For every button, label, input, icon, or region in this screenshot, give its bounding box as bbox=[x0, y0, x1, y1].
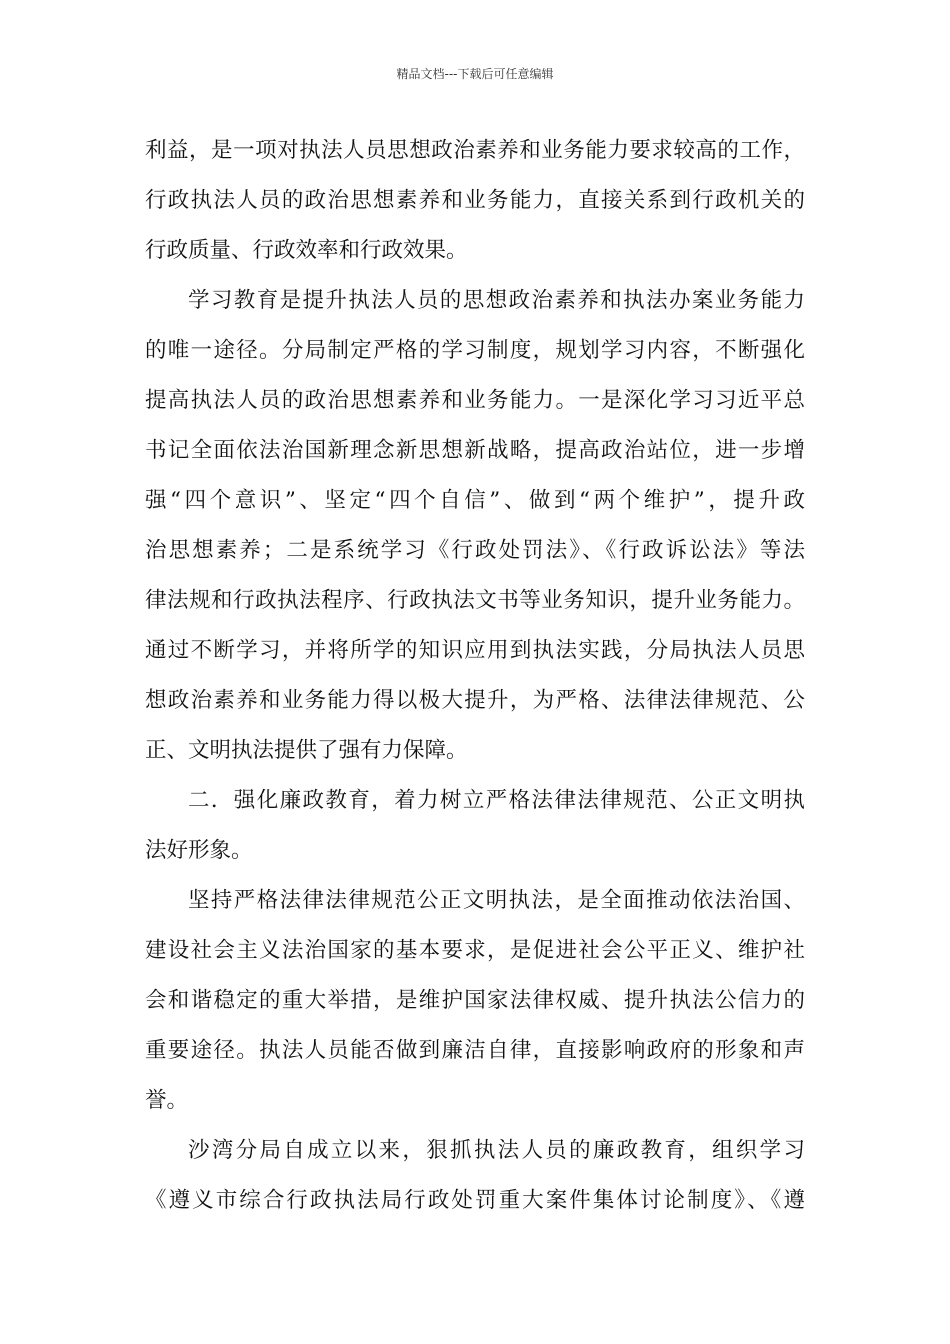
text-line: 《遵义市综合行政执法局行政处罚重大案件集体讨论制度》、《遵 bbox=[145, 1188, 805, 1213]
text-line: 书记全面依法治国新理念新思想新战略，提高政治站位，进一步增 bbox=[145, 438, 805, 463]
text-line: 治思想素养；二是系统学习《行政处罚法》、《行政诉讼法》等法 bbox=[145, 538, 805, 563]
text-line: 会和谐稳定的重大举措，是维护国家法律权威、提升执法公信力的 bbox=[145, 988, 805, 1013]
text-line: 誉。 bbox=[145, 1088, 189, 1113]
paragraph-first-line: 沙湾分局自成立以来，狠抓执法人员的廉政教育，组织学习 bbox=[188, 1138, 805, 1163]
text-line: 建设社会主义法治国家的基本要求，是促进社会公平正义、维护社 bbox=[145, 938, 805, 963]
text-line: 想政治素养和业务能力得以极大提升，为严格、法律法律规范、公 bbox=[145, 688, 805, 713]
text-line: 提高执法人员的政治思想素养和业务能力。一是深化学习习近平总 bbox=[145, 388, 805, 413]
text-line: 通过不断学习，并将所学的知识应用到执法实践，分局执法人员思 bbox=[145, 638, 805, 663]
paragraph-first-line: 坚持严格法律法律规范公正文明执法，是全面推动依法治国、 bbox=[188, 888, 805, 913]
text-line: 行政执法人员的政治思想素养和业务能力，直接关系到行政机关的 bbox=[145, 188, 805, 213]
text-line: 强“四个意识”、坚定“四个自信”、做到“两个维护”，提升政 bbox=[145, 488, 805, 513]
section-heading-continued: 法好形象。 bbox=[145, 838, 253, 863]
text-line: 律法规和行政执法程序、行政执法文书等业务知识，提升业务能力。 bbox=[145, 588, 805, 613]
page-header: 精品文档---下载后可任意编辑 bbox=[396, 67, 554, 81]
text-line: 的唯一途径。分局制定严格的学习制度，规划学习内容，不断强化 bbox=[145, 338, 805, 363]
paragraph-first-line: 学习教育是提升执法人员的思想政治素养和执法办案业务能力 bbox=[188, 288, 805, 313]
text-line: 重要途径。执法人员能否做到廉洁自律，直接影响政府的形象和声 bbox=[145, 1038, 805, 1063]
text-line: 正、文明执法提供了强有力保障。 bbox=[145, 738, 468, 763]
document-body bbox=[145, 126, 805, 1226]
text-line: 行政质量、行政效率和行政效果。 bbox=[145, 238, 468, 263]
section-heading: 二．强化廉政教育，着力树立严格法律法律规范、公正文明执 bbox=[188, 788, 805, 813]
text-line: 利益，是一项对执法人员思想政治素养和业务能力要求较高的工作， bbox=[145, 138, 805, 163]
